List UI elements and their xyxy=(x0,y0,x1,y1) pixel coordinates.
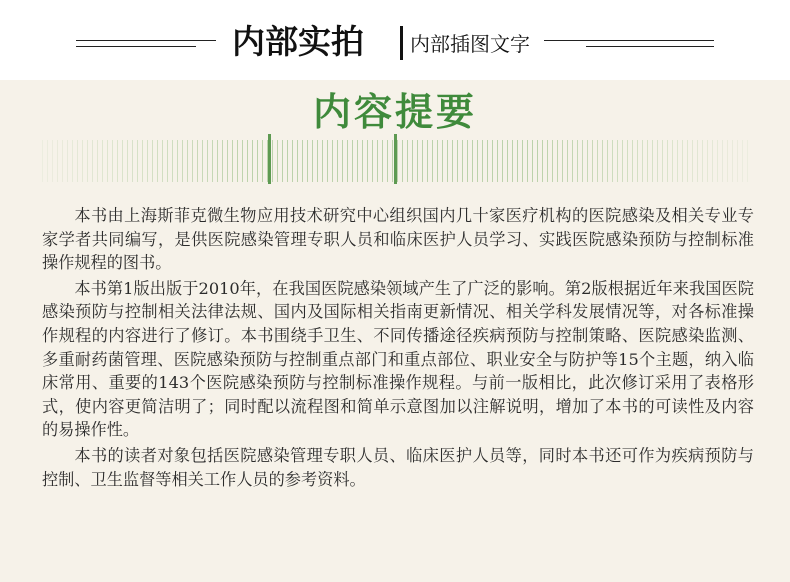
page-heading: 内容提要 xyxy=(312,89,477,134)
banner-subtitle: 内部插图文字 xyxy=(410,32,530,56)
body-text xyxy=(42,204,754,493)
banner-divider xyxy=(400,26,403,60)
left-rule-lower xyxy=(76,46,196,47)
banner-title: 内部实拍 xyxy=(232,22,364,61)
paragraph: 本书由上海斯菲克微生物应用技术研究中心组织国内几十家医疗机构的医院感染及相关专业专家学者共同编写，是供医院感染管理专职人员和临床医护人员学习、实践医院感染预防与控制标准操作规程的图书。 xyxy=(42,206,754,273)
right-rule-upper xyxy=(544,40,714,41)
header-banner xyxy=(0,0,790,80)
stripe-accent-right xyxy=(394,134,397,184)
left-rule-upper xyxy=(76,40,216,41)
paragraph: 本书第1版出版于2010年，在我国医院感染领域产生了广泛的影响。第2版根据近年来我国医院感染预防与控制相关法律法规、国内及国际相关指南更新情况、相关学科发展情况等，对各标准操作规程的内容进行了修订。本书围绕手卫生、不同传播途径疾病预防与控制策略、医院感染监测、多重耐药菌管理、医院感染预防与控制重点部门和重点部位、职业安全与防护等15个主题，纳入临床常用、重要的143个医院感染预防与控制标准操作规程。与前一版相比，此次修订采用了表格形式，使内容更简洁明了；同时配以流程图和简单示意图加以注解说明，增加了本书的可读性及内容的易操作性。 xyxy=(42,278,754,440)
stripe-accent-left xyxy=(268,134,271,184)
right-rule-lower xyxy=(586,46,714,47)
paragraph: 本书的读者对象包括医院感染管理专职人员、临床医护人员等，同时本书还可作为疾病预防与控制、卫生监督等相关工作人员的参考资料。 xyxy=(42,445,754,489)
book-page-photo xyxy=(0,80,790,582)
